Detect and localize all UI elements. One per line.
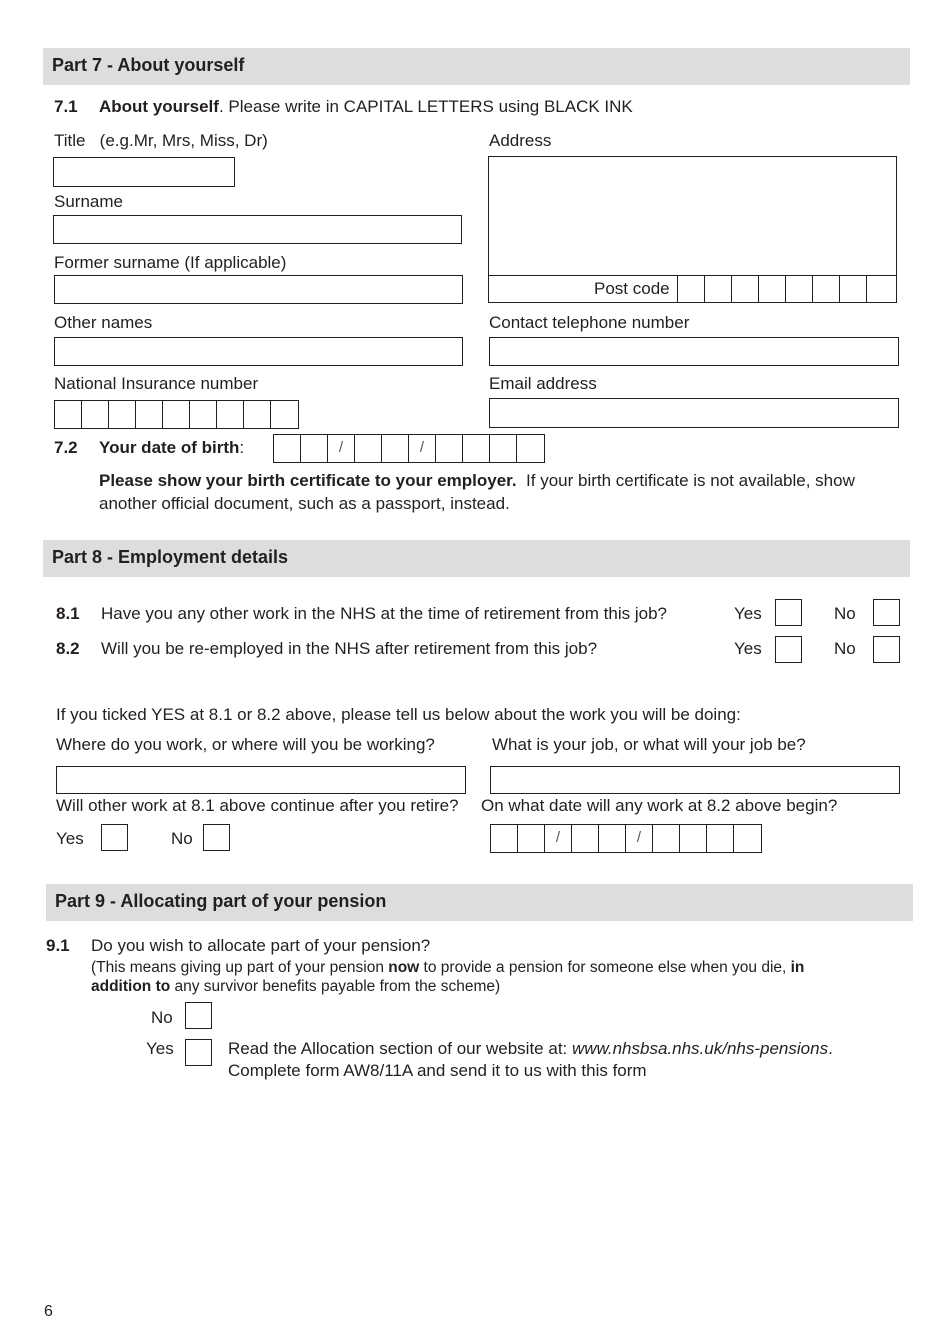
read-allocation-line [228,1039,833,1059]
q71-bold: About yourself [99,97,219,116]
q91-no-checkbox[interactable] [185,1002,212,1029]
continue-no-label: No [171,829,193,848]
page-number: 6 [44,1303,53,1320]
read-allocation-period: . [828,1039,833,1058]
birth-note-bold: Please show your birth certificate to your employer. [99,471,517,490]
ni-cell[interactable] [109,401,136,428]
postcode-cell[interactable] [840,275,867,303]
postcode-cell[interactable] [678,275,705,303]
job-label: What is your job, or what will your job be? [492,735,806,754]
continue-yes-label: Yes [56,829,84,848]
q91-yes-checkbox[interactable] [185,1039,212,1066]
begin-date-cell[interactable] [572,825,599,852]
title-label-line [54,131,268,151]
read-allocation-text: Read the Allocation section of our website at: [228,1039,572,1058]
begin-date-cell[interactable] [599,825,626,852]
q91-note-b: now [388,959,420,976]
surname-label: Surname [54,192,123,211]
part7-title: Part 7 - About yourself [52,55,245,75]
dob-cell[interactable] [355,435,382,462]
birth-note-line2: another official document, such as a passport, instead. [99,494,510,513]
ni-cell[interactable] [163,401,190,428]
continue-label: Will other work at 8.1 above continue after you retire? [56,796,459,815]
q71-line [54,97,78,117]
q81-text: Have you any other work in the NHS at the time of retirement from this job? [101,604,667,623]
q72-bold: Your date of birth [99,438,240,457]
ni-cell[interactable] [82,401,109,428]
q91-note-c: to provide a pension for someone else when you die, [419,959,791,976]
q81-number: 8.1 [56,604,80,623]
postcode-cell[interactable] [759,275,786,303]
part7-header [43,48,910,85]
ni-number-cells[interactable] [54,400,299,429]
dob-cell[interactable] [436,435,463,462]
dob-separator: / [328,435,355,462]
complete-form-text: Complete form AW8/11A and send it to us with this form [228,1061,647,1080]
title-field[interactable] [53,157,235,187]
ni-cell[interactable] [190,401,217,428]
q82-text: Will you be re-employed in the NHS after retirement from this job? [101,639,598,658]
phone-label: Contact telephone number [489,313,690,332]
q91-no-label: No [151,1008,173,1027]
q81-yes-label: Yes [734,604,762,623]
q81-yes-checkbox[interactable] [775,599,802,626]
if-yes-text: If you ticked YES at 8.1 or 8.2 above, please tell us below about the work you will be doing: [56,705,741,724]
q91-note-line1 [91,958,804,977]
former-surname-field[interactable] [54,275,463,304]
ni-cell[interactable] [55,401,82,428]
part8-title: Part 8 - Employment details [52,547,289,567]
phone-field[interactable] [489,337,899,366]
other-names-field[interactable] [54,337,463,366]
dob-cells[interactable] [273,434,545,463]
q91-number: 9.1 [46,936,70,955]
begin-date-cell[interactable] [518,825,545,852]
postcode-cell[interactable] [813,275,840,303]
q91-note-f: any survivor benefits payable from the scheme) [170,978,501,995]
postcode-cells[interactable] [677,275,894,303]
dob-cell[interactable] [274,435,301,462]
dob-cell[interactable] [301,435,328,462]
website-link[interactable]: www.nhsbsa.nhs.uk/nhs-pensions [571,1039,829,1058]
dob-separator: / [409,435,436,462]
q72-label-line [99,438,244,458]
birth-note-text: If your birth certificate is not available, show [526,471,855,490]
part9-header [46,884,913,921]
q82-number: 8.2 [56,639,80,658]
q71-text: . Please write in CAPITAL LETTERS using BLACK INK [218,97,633,116]
dob-cell[interactable] [517,435,544,462]
begin-date-separator: / [626,825,653,852]
q81-no-label: No [834,604,856,623]
postcode-label: Post code [594,279,670,298]
dob-cell[interactable] [382,435,409,462]
q91-text: Do you wish to allocate part of your pension? [91,936,431,955]
q82-yes-label: Yes [734,639,762,658]
continue-no-checkbox[interactable] [203,824,230,851]
title-label: Title [54,131,86,150]
ni-cell[interactable] [217,401,244,428]
q71-text-line [99,97,633,117]
title-hint: (e.g.Mr, Mrs, Miss, Dr) [99,131,268,150]
q71-number: 7.1 [54,97,78,116]
continue-yes-checkbox[interactable] [101,824,128,851]
dob-cell[interactable] [490,435,517,462]
q91-note-e: addition to [91,978,171,995]
part8-header [43,540,910,577]
begin-date-cell[interactable] [491,825,518,852]
q81-no-checkbox[interactable] [873,599,900,626]
begin-label: On what date will any work at 8.2 above begin? [481,796,838,815]
other-names-label: Other names [54,313,153,332]
begin-date-cells[interactable] [490,824,762,853]
begin-date-cell[interactable] [707,825,734,852]
q91-note-line2 [91,977,500,996]
begin-date-cell[interactable] [734,825,761,852]
q91-note-a: (This means giving up part of your pension [91,959,389,976]
ni-label: National Insurance number [54,374,259,393]
postcode-cell[interactable] [867,275,894,303]
email-field[interactable] [489,398,899,428]
ni-cell[interactable] [271,401,298,428]
begin-date-cell[interactable] [680,825,707,852]
begin-date-cell[interactable] [653,825,680,852]
address-label: Address [489,131,552,150]
q82-yes-checkbox[interactable] [775,636,802,663]
job-field[interactable] [490,766,900,794]
where-field[interactable] [56,766,466,794]
q91-yes-label: Yes [146,1039,174,1058]
begin-date-separator: / [545,825,572,852]
ni-cell[interactable] [136,401,163,428]
former-surname-label: Former surname (If applicable) [54,253,287,272]
surname-field[interactable] [53,215,462,244]
q82-no-checkbox[interactable] [873,636,900,663]
ni-cell[interactable] [244,401,271,428]
q72-number: 7.2 [54,438,78,457]
q82-no-label: No [834,639,856,658]
q91-note-d: in [790,959,805,976]
q72-colon: : [239,438,245,457]
dob-cell[interactable] [463,435,490,462]
postcode-cell[interactable] [786,275,813,303]
birth-note-line1 [99,471,855,491]
email-label: Email address [489,374,597,393]
postcode-cell[interactable] [705,275,732,303]
part9-title: Part 9 - Allocating part of your pension [55,891,387,911]
postcode-cell[interactable] [732,275,759,303]
where-label: Where do you work, or where will you be working? [56,735,435,754]
